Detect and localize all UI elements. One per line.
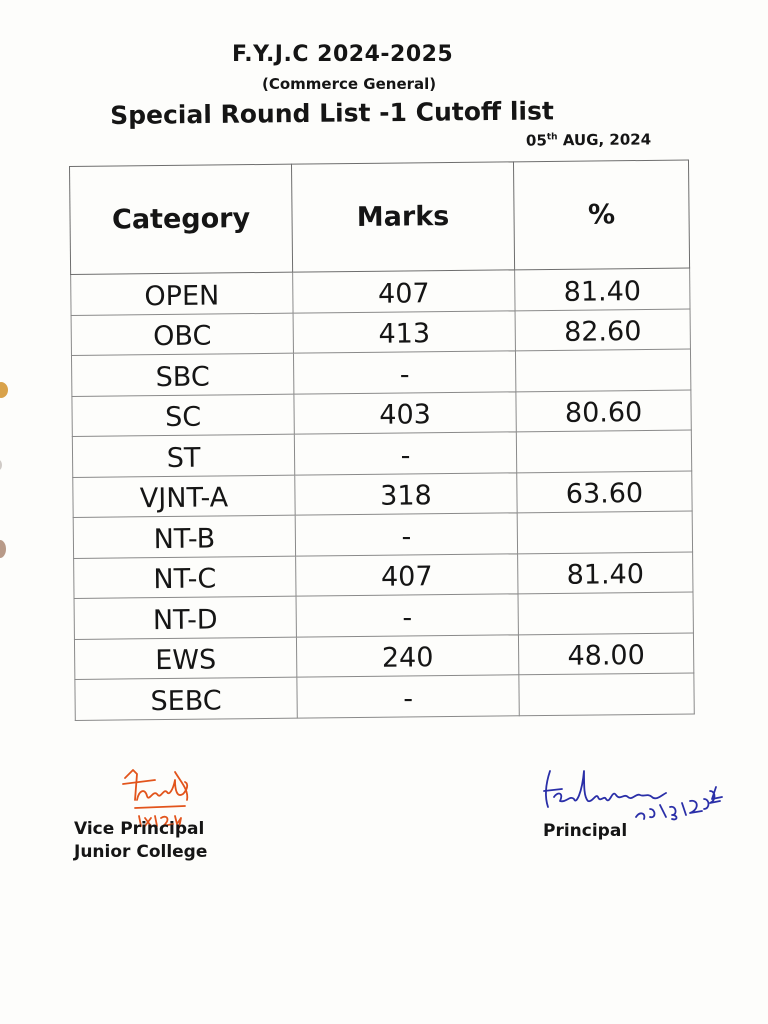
cell-category: SC	[72, 394, 294, 437]
date-suffix: th	[546, 132, 558, 143]
cell-category: OPEN	[71, 272, 293, 315]
cell-category: EWS	[74, 637, 296, 680]
scan-speck	[0, 460, 2, 470]
cell-marks: 240	[296, 634, 518, 677]
header-percent: %	[513, 160, 689, 270]
document-subtitle: (Commerce General)	[262, 75, 437, 93]
cell-category: SEBC	[75, 677, 297, 720]
cell-marks: 318	[295, 472, 517, 515]
cell-category: SBC	[71, 353, 293, 396]
cell-category: NT-B	[73, 515, 295, 558]
header-marks: Marks	[291, 162, 514, 272]
date-day: 05	[525, 131, 547, 150]
cell-percent	[519, 673, 694, 715]
cell-marks: 403	[294, 391, 516, 434]
vice-principal-label	[74, 818, 207, 864]
cell-percent	[516, 430, 691, 472]
principal-signature	[540, 765, 725, 825]
table-row	[72, 430, 691, 477]
cell-marks: 407	[296, 553, 518, 596]
table-row	[73, 470, 692, 517]
table-row	[72, 390, 691, 437]
table-row	[75, 673, 694, 720]
scan-speck	[0, 540, 6, 558]
principal-label: Principal	[543, 821, 628, 841]
cell-percent	[517, 511, 692, 553]
cell-category: OBC	[71, 313, 293, 356]
cell-marks: 413	[293, 310, 515, 353]
cell-category: ST	[72, 434, 294, 477]
table-row	[71, 349, 690, 396]
cell-category: NT-C	[74, 556, 296, 599]
document-title: F.Y.J.C 2024-2025	[232, 42, 454, 67]
table-header-row	[70, 160, 690, 274]
cell-percent: 63.60	[517, 470, 692, 512]
table-row	[73, 511, 692, 558]
cell-percent: 48.00	[518, 632, 693, 674]
table-row	[74, 551, 693, 598]
cutoff-table-wrapper	[69, 160, 694, 721]
list-name: Special Round List -1 Cutoff list	[110, 96, 554, 130]
cell-marks: 407	[293, 270, 515, 313]
vice-principal-line1: Vice Principal	[74, 819, 205, 839]
date-rest: AUG, 2024	[557, 130, 652, 150]
cell-marks: -	[297, 675, 519, 718]
cell-percent: 81.40	[515, 268, 690, 310]
cell-marks: -	[295, 513, 517, 556]
header-category: Category	[70, 164, 293, 274]
table-row	[74, 592, 693, 639]
vice-principal-line2: Junior College	[74, 842, 208, 862]
cutoff-table	[69, 160, 695, 721]
cell-percent: 81.40	[518, 551, 693, 593]
cell-percent	[518, 592, 693, 634]
table-row	[71, 268, 690, 315]
cell-percent: 80.60	[516, 390, 691, 432]
cell-percent: 82.60	[515, 309, 690, 351]
list-date	[526, 130, 651, 149]
cell-marks: -	[296, 594, 518, 637]
scan-speck	[0, 382, 8, 398]
cell-category: VJNT-A	[73, 475, 295, 518]
cell-category: NT-D	[74, 596, 296, 639]
table-body	[71, 268, 695, 720]
table-row	[71, 309, 690, 356]
cell-percent	[515, 349, 690, 391]
cell-marks: -	[293, 351, 515, 394]
table-row	[74, 632, 693, 679]
cell-marks: -	[294, 432, 516, 475]
